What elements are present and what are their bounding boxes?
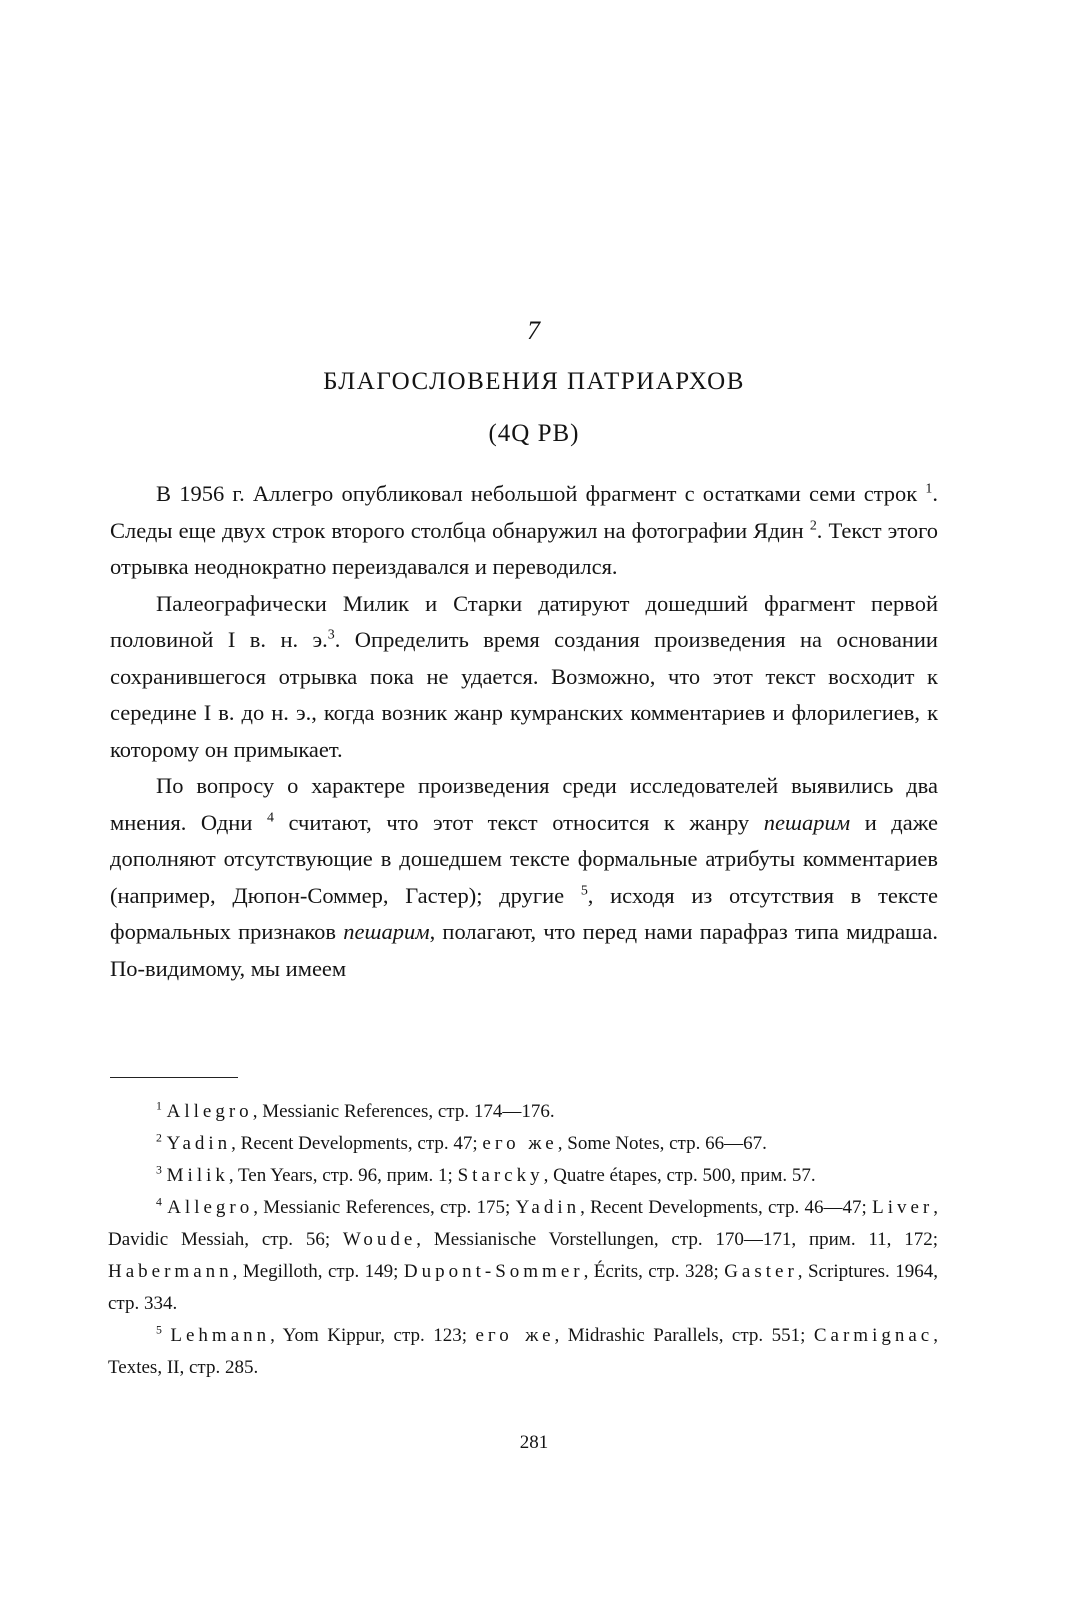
footnote-4: $^4$ Allegro, Messianic References, стр. 175; Yadin, Recent Developments, стр. 46—47; Liver, Davidic Messiah, стр. 56; Woude, Messianische Vorstellungen, стр. 170—171, прим. 11, 172; Habermann, Megilloth, стр. 149; Dupont-Sommer, Écrits, стр. 328; Gaster, Scriptures. 1964, стр. 334. <box>108 1195 938 1314</box>
paragraph-3: По вопросу о характере произведения среди исследователей выявились два мнения. Одни $^4$ считают, что этот текст относится к жанру пешарим и даже дополняют отсутствующие в дошедшем тексте формальные атрибуты комментариев (например, Дюпон-Соммер, Гастер); другие $^5$, исходя из отсутствия в тексте формальных признаков пешарим, полагают, что перед нами парафраз типа мидраша. По-видимому, мы имеем <box>110 773 938 981</box>
footnotes <box>108 1096 938 1384</box>
chapter-number: 7 <box>527 316 541 345</box>
footnote-divider <box>110 1077 238 1078</box>
page-number: 281 <box>519 1432 549 1453</box>
footnote-ref-1[interactable]: 1 <box>925 481 933 497</box>
footnote-5: $^5$ Lehmann, Yom Kippur, стр. 123; его же, Midrashic Parallels, стр. 551; Carmignac, Textes, II, стр. 285. <box>108 1323 938 1378</box>
paragraph-2: Палеографически Милик и Старки датируют дошедший фрагмент первой половиной I в. н. э.$^3$. Определить время создания произведения на основании сохранившегося отрывка пока не удается. Возможно, что этот текст восходит к середине I в. до н. э., когда возник жанр кумранских комментариев и флорилегиев, к которому он примыкает. <box>110 590 938 762</box>
footnote-ref-4[interactable]: 4 <box>266 810 274 825</box>
italic-term: пешарим <box>343 919 430 944</box>
footnote-ref-3[interactable]: 3 <box>327 627 335 643</box>
footnote-ref-2[interactable]: 2 <box>809 518 817 533</box>
paragraph-1: В 1956 г. Аллегро опубликовал небольшой фрагмент с остатками семи строк $^1$. Следы еще двух строк второго столбца обнаружил на фотографии Ядин $^2$. Текст этого отрывка неоднократно переиздавался и переводился. <box>110 481 938 579</box>
footnote-2: $^2$ Yadin, Recent Developments, стр. 47; его же, Some Notes, стр. 66—67. <box>156 1131 767 1154</box>
footnote-3: $^3$ Milik, Ten Years, стр. 96, прим. 1; Starcky, Quatre étapes, стр. 500, прим. 57. <box>156 1163 816 1186</box>
footnote-ref-5[interactable]: 5 <box>580 883 588 898</box>
chapter-title: БЛАГОСЛОВЕНИЯ ПАТРИАРХОВ <box>323 368 745 395</box>
italic-term: пешарим <box>763 809 851 835</box>
body-text <box>110 476 938 987</box>
footnote-1: $^1$ Allegro, Messianic References, стр. 174—176. <box>156 1099 555 1122</box>
chapter-subtitle: (4Q PB) <box>488 420 580 447</box>
